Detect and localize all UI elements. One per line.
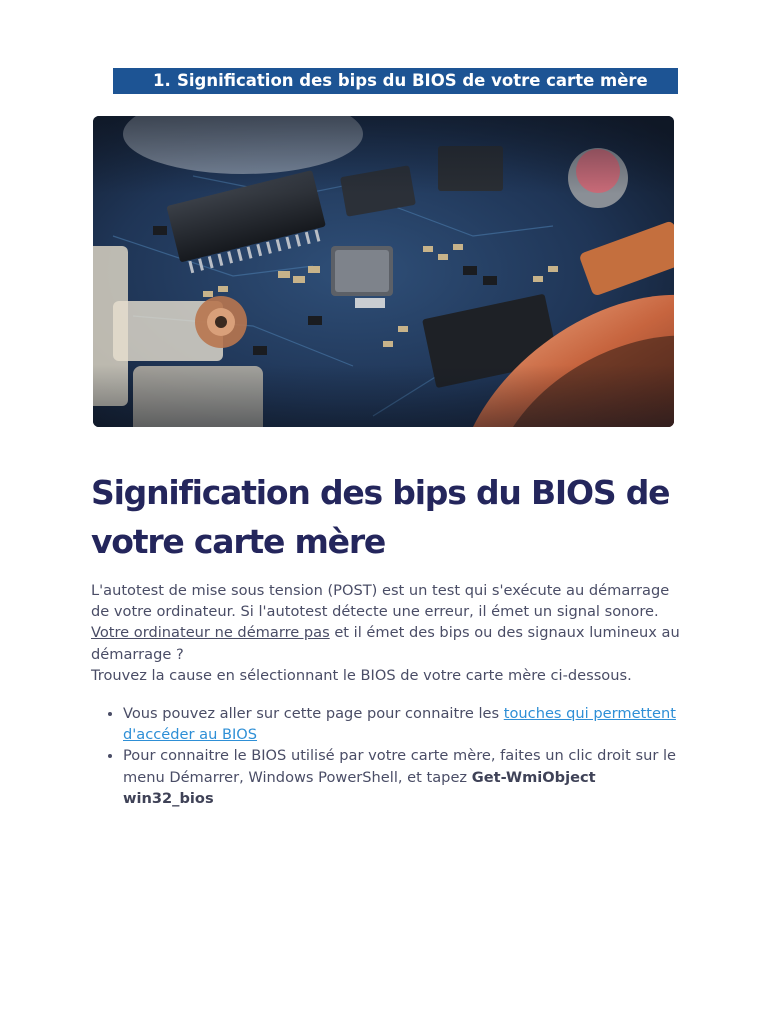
intro-line-2: Trouvez la cause en sélectionnant le BIOS de votre carte mère ci-dessous. — [91, 666, 632, 684]
intro-line-1 — [91, 580, 691, 665]
intro-text-1: L'autotest de mise sous tension (POST) est un test qui s'exécute au démarrage de votre ordinateur. Si l'autotest détecte une erreur, il émet un signal sonore. — [91, 582, 670, 621]
tip1-text: Vous pouvez aller sur cette page pour connaitre les — [123, 705, 504, 722]
pc-wont-start-link[interactable]: Votre ordinateur ne démarre pas — [91, 624, 330, 642]
intro-text-2: et il émet des bips ou des signaux lumineux au démarrage ? — [91, 624, 680, 663]
list-item — [123, 745, 691, 809]
article-title: Signification des bips du BIOS de votre carte mère — [91, 473, 670, 561]
tips-list — [91, 703, 691, 809]
toc-heading[interactable] — [113, 68, 678, 94]
hero-image — [93, 116, 674, 427]
tip2-text: Pour connaitre le BIOS utilisé par votre carte mère, faites un clic droit sur le menu Démarrer, Windows PowerShell, et tapez — [123, 747, 676, 786]
powershell-command: Get-WmiObject win32_bios — [123, 768, 596, 807]
intro-paragraph — [91, 580, 691, 686]
motherboard-illustration — [93, 116, 674, 427]
list-item — [123, 703, 691, 745]
toc-label: Signification des bips du BIOS de votre carte mère — [177, 71, 648, 90]
bios-keys-link[interactable]: touches qui permettent d'accéder au BIOS — [123, 705, 676, 744]
toc-number: 1. — [153, 71, 171, 90]
